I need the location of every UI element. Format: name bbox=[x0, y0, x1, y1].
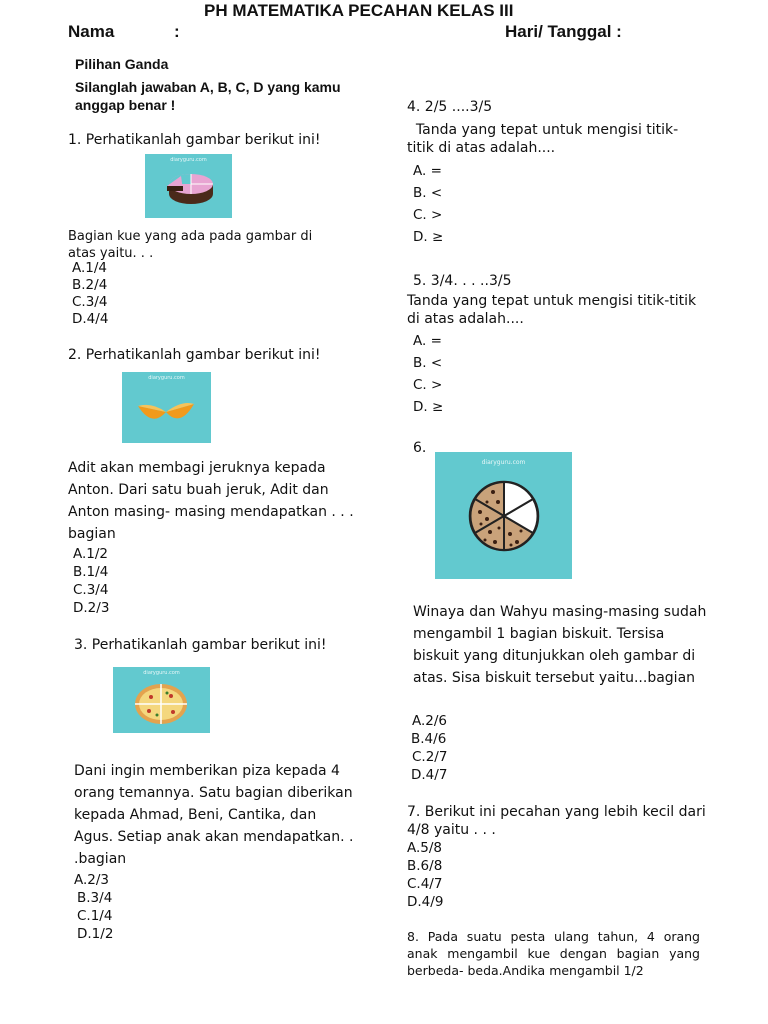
q5-option-d[interactable]: D. ≥ bbox=[413, 399, 444, 415]
cake-icon bbox=[145, 154, 232, 218]
q4-option-b[interactable]: B. < bbox=[413, 185, 443, 201]
image-watermark: diaryguru.com bbox=[148, 375, 185, 381]
q6-options bbox=[412, 712, 447, 784]
q6-option-b[interactable]: B.4/6 bbox=[411, 731, 447, 747]
instruction-line-2: anggap benar ! bbox=[75, 97, 176, 113]
q5-text: Tanda yang tepat untuk mengisi titik-titik di atas adalah.... bbox=[407, 293, 697, 327]
q5-options bbox=[413, 330, 443, 418]
q4-option-d[interactable]: D. ≥ bbox=[413, 229, 444, 245]
q6-option-d[interactable]: D.4/7 bbox=[411, 767, 448, 783]
q1-option-d[interactable]: D.4/4 bbox=[72, 311, 109, 327]
q6-option-c[interactable]: C.2/7 bbox=[412, 749, 448, 765]
q4-option-a[interactable]: A. = bbox=[413, 163, 442, 179]
pizza-image bbox=[113, 667, 210, 733]
image-watermark: diaryguru.com bbox=[481, 459, 526, 466]
q3-prompt: 3. Perhatikanlah gambar berikut ini! bbox=[74, 637, 327, 653]
cake-image bbox=[145, 154, 232, 218]
q4-options bbox=[413, 160, 443, 248]
q2-option-c[interactable]: C.3/4 bbox=[73, 582, 109, 598]
q1-options bbox=[72, 260, 108, 328]
q7-option-b[interactable]: B.6/8 bbox=[407, 858, 443, 874]
q2-option-a[interactable]: A.1/2 bbox=[73, 546, 109, 562]
page-title: PH MATEMATIKA PECAHAN KELAS III bbox=[204, 1, 514, 20]
q3-text: Dani ingin memberikan piza kepada 4 orang temannya. Satu bagian diberikan kepada Ahmad, Beni, Cantika, dan Agus. Setiap anak akan mendapatkan. . .bagian bbox=[74, 763, 354, 867]
q3-option-b[interactable]: B.3/4 bbox=[77, 890, 113, 906]
biscuit-image bbox=[435, 452, 572, 579]
q5-option-c[interactable]: C. > bbox=[413, 377, 443, 393]
q1-option-c[interactable]: C.3/4 bbox=[72, 294, 108, 310]
q2-text: Adit akan membagi jeruknya kepada Anton. Dari satu buah jeruk, Adit dan Anton masing- masing mendapatkan . . . bagian bbox=[68, 460, 354, 542]
q6-prompt: 6. bbox=[413, 440, 427, 456]
q7-prompt: 7. Berikut ini pecahan yang lebih kecil dari 4/8 yaitu . . . bbox=[407, 804, 706, 838]
q1-option-a[interactable]: A.1/4 bbox=[72, 260, 108, 276]
q7-options bbox=[407, 839, 443, 911]
q5-option-a[interactable]: A. = bbox=[413, 333, 442, 349]
q2-options bbox=[73, 545, 109, 617]
q3-option-a[interactable]: A.2/3 bbox=[74, 872, 110, 888]
image-watermark: diaryguru.com bbox=[143, 670, 180, 676]
nama-colon: : bbox=[174, 22, 180, 41]
q3-option-c[interactable]: C.1/4 bbox=[77, 908, 113, 924]
q4-prompt: 4. 2/5 ....3/5 bbox=[407, 99, 493, 115]
q5-option-b[interactable]: B. < bbox=[413, 355, 443, 371]
section-heading: Pilihan Ganda bbox=[75, 56, 169, 72]
biscuit-icon bbox=[435, 452, 572, 579]
instruction-line-1: Silanglah jawaban A, B, C, D yang kamu bbox=[75, 79, 341, 95]
q3-options bbox=[74, 871, 113, 943]
hari-tanggal-label: Hari/ Tanggal : bbox=[505, 22, 622, 41]
q1-option-b[interactable]: B.2/4 bbox=[72, 277, 108, 293]
q7-option-c[interactable]: C.4/7 bbox=[407, 876, 443, 892]
q6-option-a[interactable]: A.2/6 bbox=[412, 713, 448, 729]
image-watermark: diaryguru.com bbox=[170, 157, 207, 163]
q8-text: 8. Pada suatu pesta ulang tahun, 4 orang anak mengambil kue dengan bagian yang berbeda- beda.Andika mengambil 1/2 bbox=[407, 929, 700, 978]
q1-prompt: 1. Perhatikanlah gambar berikut ini! bbox=[68, 132, 321, 148]
q5-prompt: 5. 3/4. . . ..3/5 bbox=[413, 273, 512, 289]
orange-icon bbox=[122, 372, 211, 443]
pizza-icon bbox=[113, 667, 210, 733]
q1-text: Bagian kue yang ada pada gambar di atas yaitu. . . bbox=[68, 229, 313, 261]
q2-option-d[interactable]: D.2/3 bbox=[73, 600, 110, 616]
q6-text: Winaya dan Wahyu masing-masing sudah mengambil 1 bagian biskuit. Tersisa biskuit yang ditunjukkan oleh gambar di atas. Sisa biskuit tersebut yaitu...bagian bbox=[413, 604, 707, 686]
q7-option-a[interactable]: A.5/8 bbox=[407, 840, 443, 856]
nama-label: Nama bbox=[68, 22, 115, 41]
q3-option-d[interactable]: D.1/2 bbox=[77, 926, 114, 942]
q7-option-d[interactable]: D.4/9 bbox=[407, 894, 444, 910]
q2-prompt: 2. Perhatikanlah gambar berikut ini! bbox=[68, 347, 321, 363]
q2-option-b[interactable]: B.1/4 bbox=[73, 564, 109, 580]
q4-text: Tanda yang tepat untuk mengisi titik-titik di atas adalah.... bbox=[407, 122, 679, 156]
orange-image bbox=[122, 372, 211, 443]
q4-option-c[interactable]: C. > bbox=[413, 207, 443, 223]
